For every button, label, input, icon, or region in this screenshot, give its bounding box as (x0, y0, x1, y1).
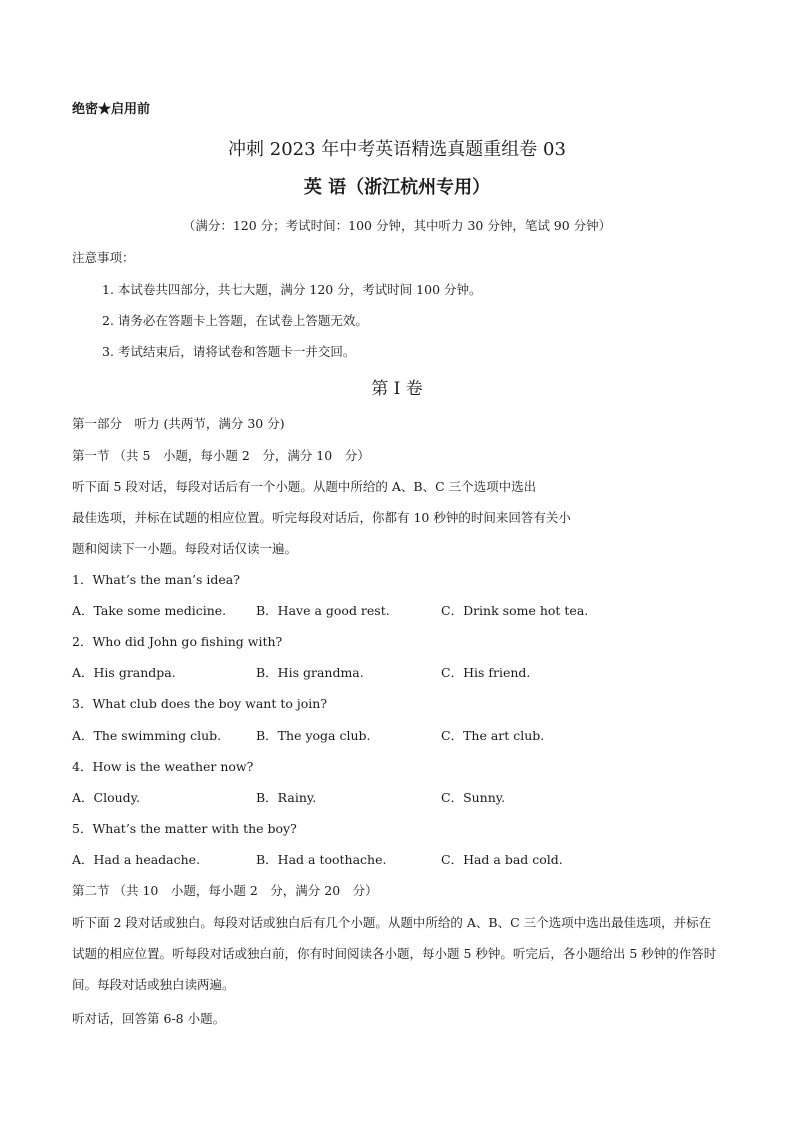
section-instruction: 听下面 2 段对话或独白。每段对话或独白后有几个小题。从题中所给的 A、B、C 三个选项中选出最佳选项，并标在试题的相应位置。听每段对话或独白前，你有时间阅读各小题，每小题 5 秒钟。听完后，各小题给出 5 秒钟的作答时间。每段对话或独白读两遍。 (72, 915, 717, 992)
question-stem: 5．What’s the matter with the boy? (72, 821, 297, 836)
option-b: B．Have a good rest. (256, 603, 390, 618)
confidential-label: 绝密★启用前 (72, 102, 151, 117)
option-b: B．Had a toothache. (256, 852, 387, 867)
note-item: 2. 请务必在答题卡上答题，在试卷上答题无效。 (102, 313, 368, 328)
option-a: A．Take some medicine. (72, 603, 227, 618)
option-b: B．His grandma. (256, 665, 364, 680)
option-c: C．His friend. (441, 665, 531, 680)
instruction-line: 题和阅读下一小题。每段对话仅读一遍。 (72, 541, 298, 556)
question-stem: 2．Who did John go fishing with? (72, 634, 283, 649)
listening-prompt: 听对话，回答第 6-8 小题。 (72, 1011, 226, 1026)
option-a: A．Cloudy. (72, 790, 141, 805)
section-title: 第二节 （共 10 小题，每小题 2 分，满分 20 分） (72, 883, 378, 898)
option-a: A．The swimming club. (72, 728, 222, 743)
instruction-line: 听下面 5 段对话，每段对话后有一个小题。从题中所给的 A、B、C 三个选项中选出 (72, 479, 537, 494)
note-item: 3. 考试结束后，请将试卷和答题卡一并交回。 (102, 344, 356, 359)
option-c: C．Drink some hot tea. (441, 603, 589, 618)
exam-subtitle: 英 语（浙江杭州专用） (303, 177, 491, 198)
question-stem: 4．How is the weather now? (72, 759, 254, 774)
volume-title: 第 I 卷 (371, 379, 423, 399)
option-c: C．Sunny. (441, 790, 506, 805)
option-c: C．The art club. (441, 728, 545, 743)
option-a: A．Had a headache. (72, 852, 201, 867)
score-time-info: （满分：120 分；考试时间：100 分钟，其中听力 30 分钟，笔试 90 分钟） (182, 218, 612, 233)
option-b: B．The yoga club. (256, 728, 371, 743)
question-stem: 1．What’s the man’s idea? (72, 572, 240, 587)
instruction-line: 最佳选项，并标在试题的相应位置。听完每段对话后，你都有 10 秒钟的时间来回答有关小 (72, 510, 571, 525)
option-b: B．Rainy. (256, 790, 317, 805)
part-title: 第一部分 听力 (共两节，满分 30 分) (72, 416, 285, 431)
exam-title: 冲刺 2023 年中考英语精选真题重组卷 03 (228, 139, 566, 160)
section-title: 第一节 （共 5 小题，每小题 2 分，满分 10 分） (72, 448, 370, 463)
question-stem: 3．What club does the boy want to join? (72, 696, 328, 711)
option-c: C．Had a bad cold. (441, 852, 563, 867)
note-item: 1. 本试卷共四部分，共七大题，满分 120 分，考试时间 100 分钟。 (102, 282, 482, 297)
option-a: A．His grandpa. (72, 665, 176, 680)
notes-heading: 注意事项： (72, 250, 135, 265)
